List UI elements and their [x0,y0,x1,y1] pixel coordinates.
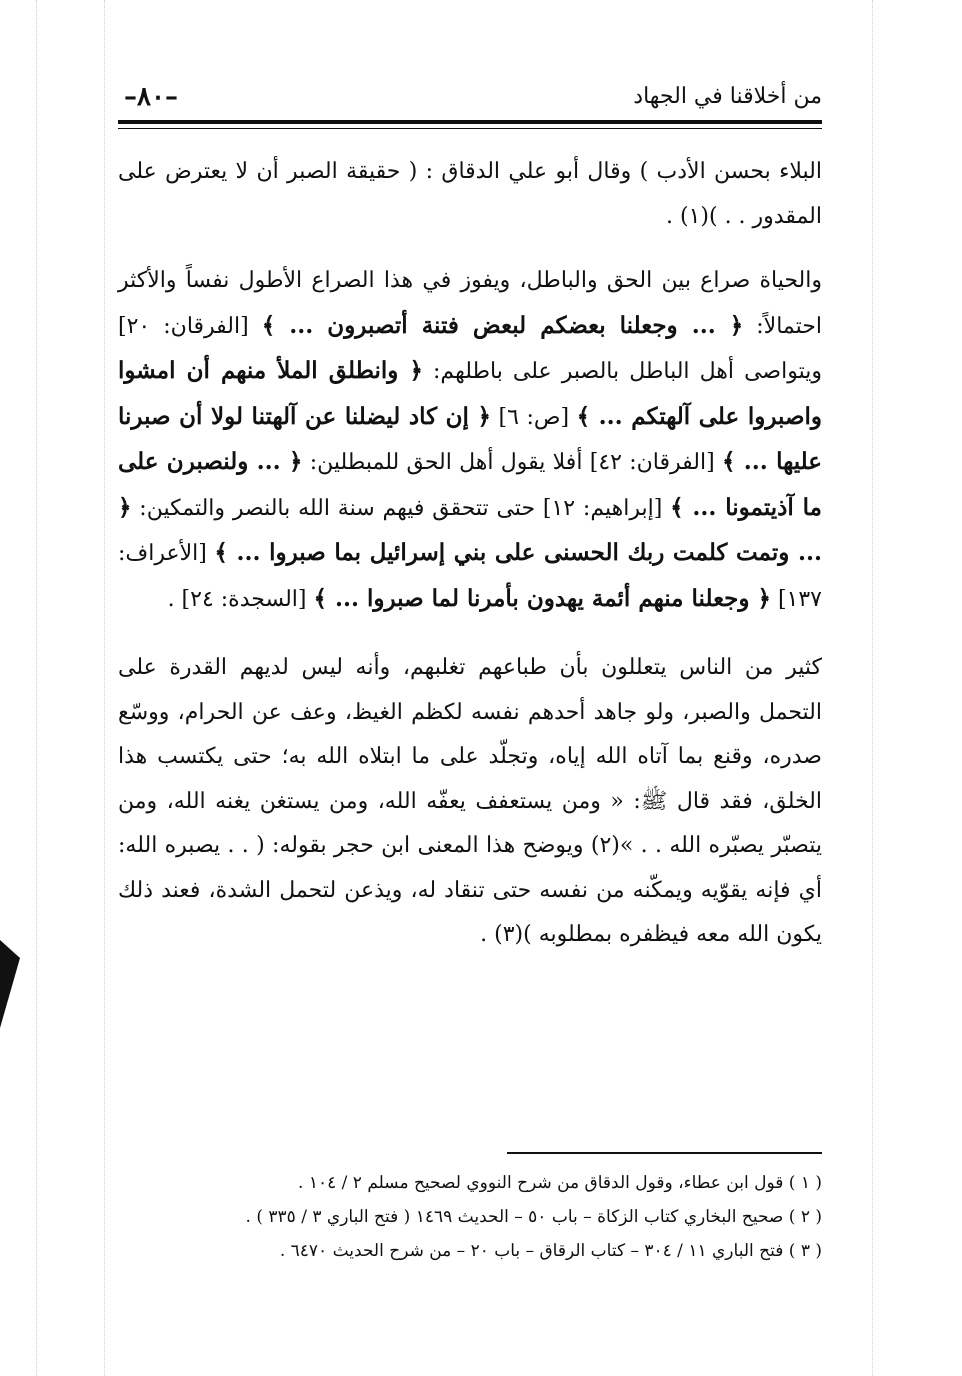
paragraph-text: [إبراهيم: ١٢] حتى تتحقق فيهم سنة الله بالنصر والتمكين: [131,495,671,521]
footnotes [118,1166,822,1268]
quran-verse: ﴿ إن كاد ليضلنا عن آلهتنا لولا أن صبرنا عليها ... ﴾ [118,402,822,475]
quran-verse: ﴿ ... ولنصبرن على ما آذيتمونا ... ﴾ [118,448,822,521]
paragraph-1: البلاء بحسن الأدب ) وقال أبو علي الدقاق : ( حقيقة الصبر أن لا يعترض على المقدور . . )(١) . [118,159,822,229]
paragraph-text: [السجدة: ٢٤] . [167,586,314,612]
footnote-2: ( ٢ ) صحيح البخاري كتاب الزكاة – باب ٥٠ – الحديث ١٤٦٩ ( فتح الباري ٣ / ٣٣٥ ) . [245,1207,822,1227]
scan-dotted-margin-line [872,0,873,1376]
header-rule-thin [118,128,822,129]
body-text [118,150,822,958]
scan-dotted-margin-line [36,0,37,1376]
scan-edge-mark [0,940,20,1028]
footnote-3: ( ٣ ) فتح الباري ١١ / ٣٠٤ – كتاب الرقاق – باب ٢٠ – من شرح الحديث ٦٤٧٠ . [279,1241,822,1261]
running-title: من أخلاقنا في الجهاد [633,84,822,109]
paragraph-text: [الفرقان: ٢٠] ويتواصى أهل الباطل بالصبر على باطلهم: [118,313,822,384]
paragraph-text: [الأعراف: ١٣٧] [118,541,822,612]
quran-verse: ﴿ وانطلق الملأ منهم أن امشوا واصبروا على آلهتكم ... ﴾ [118,357,822,430]
paragraph-text: [ص: ٦] [490,404,577,430]
quran-verse: ﴿ ... وجعلنا بعضكم لبعض فتنة أتصبرون ... ﴾ [261,311,744,339]
paragraph-text: والحياة صراع بين الحق والباطل، ويفوز في هذا الصراع الأطول نفساً والأكثر احتمالاً: [118,268,822,339]
page-number: –٨٠– [124,82,178,112]
footnote-separator [507,1152,822,1154]
quran-verse: ﴿ وجعلنا منهم أئمة يهدون بأمرنا لما صبروا ... ﴾ [313,584,771,612]
footnote-1: ( ١ ) قول ابن عطاء، وقول الدقاق من شرح النووي لصحيح مسلم ٢ / ١٠٤ . [298,1173,822,1193]
scan-dotted-margin-line [104,0,105,1376]
header-rule-thick [118,120,822,124]
paragraph-2 [118,259,822,622]
paragraph-text: [الفرقان: ٤٢] أفلا يقول أهل الحق للمبطلين: [302,450,722,475]
page-header [110,78,822,118]
paragraph-3: كثير من الناس يتعللون بأن طباعهم تغلبهم، وأنه ليس لديهم القدرة على التحمل والصبر، ولو جاهد أحدهم نفسه لكظم الغيظ، وعف عن الحرام، ووسّع صدره، وقنع بما آتاه الله إياه، وتجلّد على ما ابتلاه الله به؛ حتى يكتسب هذا الخلق، فقد قال ﷺ: « ومن يستعفف يعفّه الله، ومن يستغن يغنه الله، ومن يتصبّر يصبّره الله . . »(٢) ويوضح هذا المعنى ابن حجر بقوله: ( . . يصبره الله: أي فإنه يقوّيه ويمكّنه من نفسه حتى تنقاد له، ويذعن لتحمل الشدة، فعند ذلك يكون الله معه فيظفره بمطلوبه )(٣) . [118,655,823,947]
quran-verse: ﴿ ... وتمت كلمت ربك الحسنى على بني إسرائيل بما صبروا ... ﴾ [118,493,822,566]
